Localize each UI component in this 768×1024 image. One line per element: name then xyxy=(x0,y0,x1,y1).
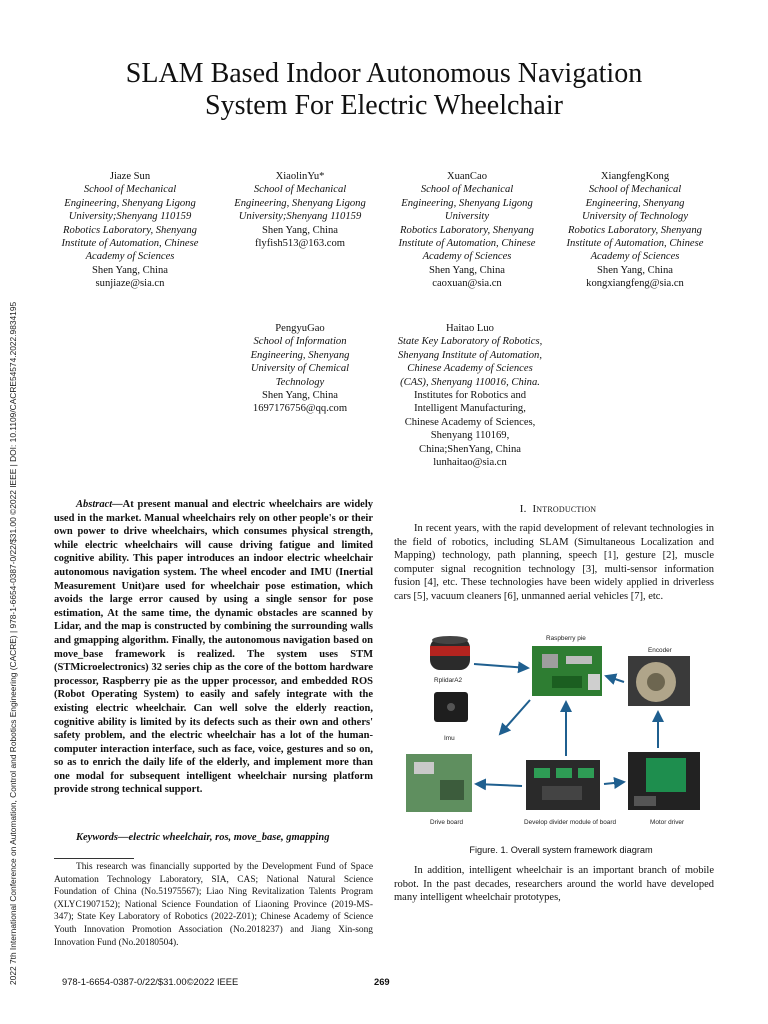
author-aff-line: University of Technology xyxy=(581,211,689,223)
author-aff-line: School of Mechanical xyxy=(420,184,514,196)
imu-image xyxy=(434,692,468,722)
section-numeral: I. xyxy=(519,503,527,515)
intro-paragraph-2: In addition, intelligent wheelchair is an important branch of mobile robot. In the past decades, researchers around the world have developed many intelligent wheelchair prototypes, xyxy=(394,865,714,904)
author-aff-line: Chinese Academy of Sciences, xyxy=(404,416,536,428)
author-name: XiangfengKong xyxy=(600,171,670,182)
motor-driver-label: Motor driver xyxy=(650,819,685,826)
arrow-encoder-to-rpi xyxy=(606,676,624,682)
author-aff-line: Robotics Laboratory, Shenyang xyxy=(568,224,702,236)
author-aff-line: (CAS), Shenyang 110016, China. xyxy=(400,376,540,388)
author-aff-line: Chinese Academy of Sciences xyxy=(407,363,533,375)
side-doi-text: 2022 7th International Conference on Automation, Control and Robotics Engineering (CACRE) | 978-1-6654-0387-0/22/$31.00 ©2022 IEEE | DOI: 10.1109/CACRE54574.2022.9834195 xyxy=(8,301,18,985)
author-aff-line: University of Chemical xyxy=(250,363,350,375)
author-name: Jiaze Sun xyxy=(109,171,151,182)
keywords-dash: — xyxy=(118,832,129,843)
author-block-2 xyxy=(210,170,390,250)
author-aff-line: Academy of Sciences xyxy=(422,251,512,263)
author-aff-line: Engineering, Shenyang Ligong xyxy=(401,197,533,209)
author-aff-line: Institute of Automation, Chinese xyxy=(566,238,704,250)
author-email[interactable]: kongxiangfeng@sia.cn xyxy=(586,278,684,290)
author-aff-line: School of Mechanical xyxy=(588,184,682,196)
author-email[interactable]: sunjiaze@sia.cn xyxy=(95,278,165,290)
keywords-lead: Keywords xyxy=(76,832,118,843)
author-aff-line: China;ShenYang, China xyxy=(419,443,521,455)
raspberry-pi-image xyxy=(532,646,602,696)
develop-divider-image xyxy=(526,760,600,810)
author-block-1 xyxy=(40,170,220,291)
author-aff-line: Engineering, Shenyang Ligong xyxy=(234,197,366,209)
author-aff-line: Robotics Laboratory, Shenyang xyxy=(63,224,197,236)
section-title: Introduction xyxy=(532,503,597,515)
lidar-image xyxy=(430,636,470,670)
author-city: Shen Yang, China xyxy=(597,264,673,276)
raspberry-pi-label: Raspberry pie xyxy=(546,635,586,642)
author-aff-line: Robotics Laboratory, Shenyang xyxy=(400,224,534,236)
author-city: Shen Yang, China xyxy=(262,224,338,236)
author-email[interactable]: lunhaitao@sia.cn xyxy=(433,457,507,469)
author-aff-line: School of Mechanical xyxy=(253,184,347,196)
author-aff-line: University;Shenyang 110159 xyxy=(238,211,362,223)
author-name: PengyuGao xyxy=(275,323,325,334)
figure-1-diagram xyxy=(402,630,724,830)
author-city: Shen Yang, China xyxy=(429,264,505,276)
author-aff-line: Engineering, Shenyang Ligong xyxy=(64,197,196,209)
title-line-2: System For Electric Wheelchair xyxy=(205,90,563,121)
keywords xyxy=(54,832,373,843)
develop-divider-label: Develop divider module of board xyxy=(524,819,617,826)
author-aff-line: Shenyang Institute of Automation, xyxy=(398,349,542,361)
title-line-1: SLAM Based Indoor Autonomous Navigation xyxy=(125,58,643,89)
arrow-rpi-to-imu xyxy=(500,700,530,734)
lidar-label: RplidarA2 xyxy=(434,677,463,684)
footnote-rule xyxy=(54,858,134,859)
author-name: XuanCao xyxy=(446,171,487,182)
author-aff-line: Institute of Automation, Chinese xyxy=(398,238,536,250)
encoder-label: Encoder xyxy=(648,647,672,654)
author-email[interactable]: flyfish513@163.com xyxy=(254,238,346,250)
abstract-lead: Abstract xyxy=(76,499,113,510)
author-block-3 xyxy=(377,170,557,291)
author-email[interactable]: 1697176756@qq.com xyxy=(252,403,348,415)
figure-1 xyxy=(402,630,724,830)
footer-copyright: 978-1-6654-0387-0/22/$31.00©2022 IEEE xyxy=(62,976,239,987)
footnote: This research was financially supported by the Development Fund of Space Automation Technology Laboratory, SIA, CAS; National Natural Science Foundation of China (No.51975567); Liao Ning Revitalization Talents Program (XLYC1907152); National Science Foundation of Liaoning Province (2019-MS-347); State Key Laboratory of Robotics (2022-Z01); Chinese Academy of Science Youth Innovation Promotion Association (No.2018237) and Jiang Xin-song Innovation Fund (No.20180504). xyxy=(54,862,373,948)
motor-driver-image xyxy=(628,752,700,810)
author-aff-line: School of Mechanical xyxy=(83,184,177,196)
author-aff-line: State Key Laboratory of Robotics, xyxy=(397,336,543,348)
author-aff-line: Engineering, Shenyang xyxy=(585,197,685,209)
author-aff-line: University xyxy=(444,211,490,223)
author-aff-line: Institutes for Robotics and xyxy=(413,390,527,402)
author-email[interactable]: caoxuan@sia.cn xyxy=(432,278,502,290)
paper-title xyxy=(60,58,708,122)
author-aff-line: Institute of Automation, Chinese xyxy=(61,238,199,250)
author-aff-line: Intelligent Manufacturing, xyxy=(414,403,526,415)
author-aff-line: Academy of Sciences xyxy=(590,251,680,263)
author-block-4 xyxy=(545,170,725,291)
author-aff-line: Technology xyxy=(275,376,325,388)
abstract-text: At present manual and electric wheelchairs are widely used in the market. Manual wheelchairs rely on other people's or their own power to drive wheelchairs, which consumes physical strength, while electric wheelchairs will cause driving fatigue and limited cognitive ability. This paper introduces an indoor electric wheelchair autonomous navigation system. The wheel encoder and IMU (Inertial Measurement Unit)are used for wheelchair pose estimation, which avoids the large error caused by using a single sensor for pose estimation, At the same time, the dynamic obstacles are scanned by Lidar, and the map is constructed by combining the surrounding walls and gmapping algorithm. Finally, the autonomous navigation based on move_base framework is realized. The system uses STM (STMicroelectronics) 32 series chip as the core of the bottom hardware processor, Raspberry pie as the upper processor, and embedded ROS (Robot Operating System) to easily and safely integrate with the existing electric wheelchair. Can well solve the elderly reaction, cognitive ability is limited by its defects such as their own and others' safety problem, and the electric wheelchair has a lot of the human-computer interaction interface, such as face, voice, gestures and so on, so as to enrich the daily life of the elderly, and implement more than one modal for subsequent intelligent wheelchair nursing platform provide strong technical support. xyxy=(54,499,373,796)
side-doi-strip xyxy=(6,125,20,985)
intro-paragraph-1: In recent years, with the rapid development of relevant technologies in the field of robotics, including SLAM (Simultaneous Localization and Mapping) technology, path planning, speech [1], gesture [2], muscle computer signal recognition technology [3], multi-sensor information fusion [4], etc. These technologies have been widely applied in driverless cars [5], vacuum cleaners [6], unmanned aerial vehicles [7], etc. xyxy=(394,523,714,602)
author-block-6 xyxy=(372,322,568,469)
author-aff-line: Engineering, Shenyang xyxy=(250,349,350,361)
imu-label: Imu xyxy=(444,735,455,742)
abstract-dash: — xyxy=(112,499,123,510)
drive-board-label: Drive board xyxy=(430,819,464,826)
figure-1-caption: Figure. 1. Overall system framework diagram xyxy=(469,845,653,855)
arrow-develop-to-motor xyxy=(604,782,624,784)
author-aff-line: Shenyang 110169, xyxy=(430,430,510,442)
section-heading xyxy=(394,503,722,515)
author-name: Haitao Luo xyxy=(446,323,494,334)
drive-board-image xyxy=(406,754,472,812)
page-number: 269 xyxy=(374,976,390,987)
encoder-image xyxy=(628,656,690,706)
author-block-5 xyxy=(210,322,390,416)
arrow-develop-to-drive xyxy=(476,784,522,786)
author-aff-line: School of Information xyxy=(253,336,347,348)
author-city: Shen Yang, China xyxy=(262,390,338,402)
keywords-text: electric wheelchair, ros, move_base, gmapping xyxy=(128,832,330,843)
abstract xyxy=(54,498,373,797)
author-name: XiaolinYu* xyxy=(275,171,325,182)
author-aff-line: University;Shenyang 110159 xyxy=(68,211,192,223)
author-aff-line: Academy of Sciences xyxy=(85,251,175,263)
arrow-lidar-to-rpi xyxy=(474,664,528,668)
author-city: Shen Yang, China xyxy=(92,264,168,276)
